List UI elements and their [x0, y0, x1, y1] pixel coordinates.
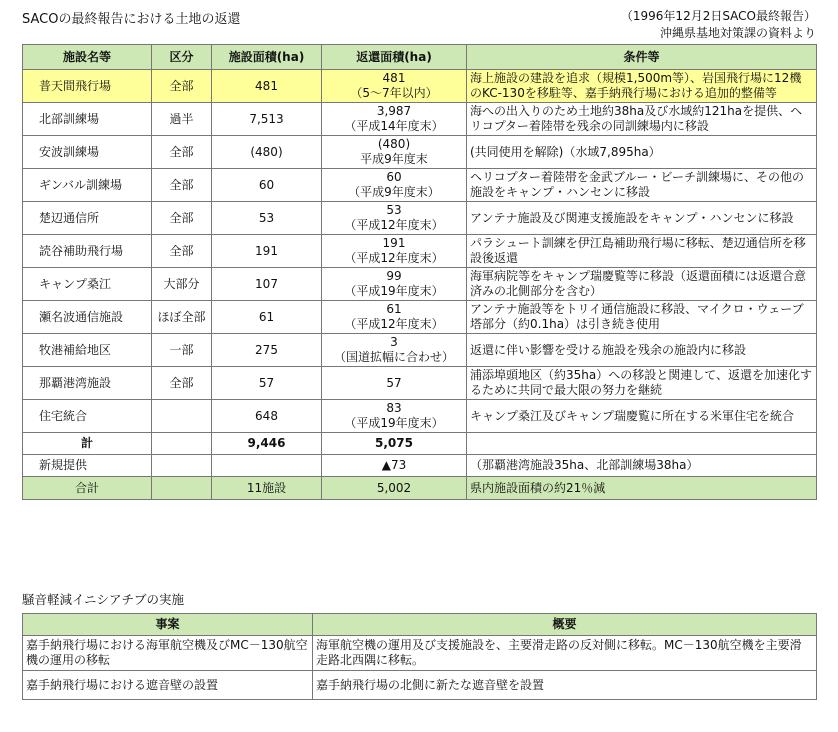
condition-cell: 浦添埠頭地区（約35ha）への移設と関連して、返還を加速化するために共同で最大限の努力を継続 [467, 367, 817, 400]
facility-name: 那覇港湾施設 [23, 367, 152, 400]
return-cell [322, 136, 467, 169]
source-note [621, 8, 816, 42]
area-cell: 60 [212, 169, 322, 202]
kubun-cell: ほぼ全部 [152, 301, 212, 334]
return-deadline: （平成19年度末） [344, 284, 444, 298]
return-cell [322, 268, 467, 301]
area-cell: (480) [212, 136, 322, 169]
col-header-kubun: 区分 [152, 45, 212, 70]
table-row [23, 301, 817, 334]
return-area-value: 99 [386, 269, 402, 283]
noise-summary: 嘉手納飛行場の北側に新たな遮音壁を設置 [313, 671, 817, 700]
noise-row [23, 636, 817, 671]
facility-name: 楚辺通信所 [23, 202, 152, 235]
source-line-1: （1996年12月2日SACO最終報告） [620, 9, 816, 23]
return-deadline: （平成14年度末） [344, 119, 444, 133]
condition-cell: 海上施設の建設を追求（規模1,500m等）、岩国飛行場に12機のKC-130を移駐等、嘉手納飛行場における追加的整備等 [467, 70, 817, 103]
table-row [23, 70, 817, 103]
total-return: 5,002 [322, 477, 467, 500]
subtotal-area: 9,446 [212, 433, 322, 455]
facility-name: 普天間飛行場 [23, 70, 152, 103]
area-cell: 57 [212, 367, 322, 400]
kubun-cell: 全部 [152, 367, 212, 400]
noise-initiative-table [22, 613, 817, 700]
area-cell: 53 [212, 202, 322, 235]
return-deadline: （平成12年度末） [344, 317, 444, 331]
condition-cell: アンテナ施設及び関連支援施設をキャンプ・ハンセンに移設 [467, 202, 817, 235]
facility-name: 牧港補給地区 [23, 334, 152, 367]
return-area-value: 191 [382, 236, 406, 250]
condition-cell: ヘリコプター着陸帯を金武ブルー・ビーチ訓練場に、その他の施設をキャンプ・ハンセンに移設 [467, 169, 817, 202]
condition-cell: パラシュート訓練を伊江島補助飛行場に移転、楚辺通信所を移設後返還 [467, 235, 817, 268]
facility-name: キャンプ桑江 [23, 268, 152, 301]
return-deadline: （平成12年度末） [344, 218, 444, 232]
return-deadline: （平成19年度末） [344, 416, 444, 430]
new-provision-area [212, 455, 322, 477]
table-row [23, 202, 817, 235]
table-row [23, 169, 817, 202]
return-cell [322, 169, 467, 202]
return-area-value: (480) [377, 137, 411, 151]
area-cell: 61 [212, 301, 322, 334]
source-line-2: 沖縄県基地対策課の資料より [659, 26, 816, 40]
kubun-cell: 大部分 [152, 268, 212, 301]
area-cell: 7,513 [212, 103, 322, 136]
return-area-value: 3,987 [376, 104, 412, 118]
return-area-value: 60 [386, 170, 402, 184]
condition-cell: アンテナ施設等をトリイ通信施設に移設、マイクロ・ウェーブ塔部分（約0.1ha）は引き続き使用 [467, 301, 817, 334]
return-cell [322, 235, 467, 268]
header-row [23, 45, 817, 70]
kubun-cell: 全部 [152, 169, 212, 202]
return-deadline: 平成9年度末 [360, 152, 428, 166]
table-row [23, 367, 817, 400]
kubun-cell [152, 400, 212, 433]
subtotal-row [23, 433, 817, 455]
return-area-value: 61 [386, 302, 402, 316]
col-header-conditions: 条件等 [467, 45, 817, 70]
return-cell [322, 103, 467, 136]
col-header-item: 事案 [23, 614, 313, 636]
kubun-cell: 全部 [152, 202, 212, 235]
area-cell: 481 [212, 70, 322, 103]
facility-name: 安波訓練場 [23, 136, 152, 169]
return-deadline: （平成12年度末） [344, 251, 444, 265]
facility-name: 住宅統合 [23, 400, 152, 433]
return-cell [322, 301, 467, 334]
return-area-value: 83 [386, 401, 402, 415]
total-label: 合計 [23, 477, 152, 500]
noise-header-row [23, 614, 817, 636]
return-deadline: （5～7年以内） [350, 86, 438, 100]
return-cell [322, 334, 467, 367]
facility-name: ギンバル訓練場 [23, 169, 152, 202]
table-row [23, 268, 817, 301]
table-row [23, 103, 817, 136]
new-provision-label: 新規提供 [23, 455, 152, 477]
kubun-cell: 全部 [152, 136, 212, 169]
return-cell [322, 367, 467, 400]
return-cell [322, 400, 467, 433]
noise-item: 嘉手納飛行場における海軍航空機及びMC－130航空機の運用の移転 [23, 636, 313, 671]
land-return-table [22, 44, 817, 500]
total-condition: 県内施設面積の約21％減 [467, 477, 817, 500]
new-provision-kubun [152, 455, 212, 477]
col-header-facility: 施設名等 [23, 45, 152, 70]
facility-name: 北部訓練場 [23, 103, 152, 136]
condition-cell: 返還に伴い影響を受ける施設を残余の施設内に移設 [467, 334, 817, 367]
kubun-cell: 全部 [152, 70, 212, 103]
condition-cell: (共同使用を解除)（水域7,895ha） [467, 136, 817, 169]
col-header-summary: 概要 [313, 614, 817, 636]
table-row [23, 136, 817, 169]
total-kubun [152, 477, 212, 500]
return-area-value: 3 [390, 335, 398, 349]
kubun-cell: 一部 [152, 334, 212, 367]
new-provision-row [23, 455, 817, 477]
noise-summary: 海軍航空機の運用及び支援施設を、主要滑走路の反対側に移転。MC－130航空機を主要滑走路北西隅に移転。 [313, 636, 817, 671]
noise-section-title: 騒音軽減イニシアチブの実施 [22, 592, 185, 607]
subtotal-label: 計 [23, 433, 152, 455]
col-header-area: 施設面積(ha) [212, 45, 322, 70]
page-title: SACOの最終報告における土地の返還 [22, 12, 241, 27]
return-area-value: 57 [386, 375, 402, 390]
kubun-cell: 全部 [152, 235, 212, 268]
total-row [23, 477, 817, 500]
return-cell [322, 70, 467, 103]
noise-row [23, 671, 817, 700]
condition-cell: 海軍病院等をキャンプ瑞慶覧等に移設（返還面積には返還合意済みの北側部分を含む） [467, 268, 817, 301]
new-provision-condition: （那覇港湾施設35ha、北部訓練場38ha） [467, 455, 817, 477]
return-deadline: （国道拡幅に合わせ） [333, 350, 454, 364]
facility-name: 瀬名波通信施設 [23, 301, 152, 334]
return-area-value: 481 [382, 71, 406, 85]
subtotal-condition [467, 433, 817, 455]
area-cell: 191 [212, 235, 322, 268]
condition-cell: キャンプ桑江及びキャンプ瑞慶覧に所在する米軍住宅を統合 [467, 400, 817, 433]
area-cell: 275 [212, 334, 322, 367]
return-deadline: （平成9年度末） [348, 185, 440, 199]
kubun-cell: 過半 [152, 103, 212, 136]
subtotal-return: 5,075 [322, 433, 467, 455]
noise-item: 嘉手納飛行場における遮音壁の設置 [23, 671, 313, 700]
return-cell [322, 202, 467, 235]
facility-name: 読谷補助飛行場 [23, 235, 152, 268]
table-row [23, 400, 817, 433]
area-cell: 648 [212, 400, 322, 433]
col-header-return-area: 返還面積(ha) [322, 45, 467, 70]
total-area: 11施設 [212, 477, 322, 500]
table-row [23, 235, 817, 268]
new-provision-return: ▲73 [322, 455, 467, 477]
condition-cell: 海への出入りのため土地約38ha及び水域約121haを提供、ヘリコプター着陸帯を残余の同訓練場内に移設 [467, 103, 817, 136]
area-cell: 107 [212, 268, 322, 301]
table-row [23, 334, 817, 367]
return-area-value: 53 [386, 203, 402, 217]
subtotal-kubun [152, 433, 212, 455]
